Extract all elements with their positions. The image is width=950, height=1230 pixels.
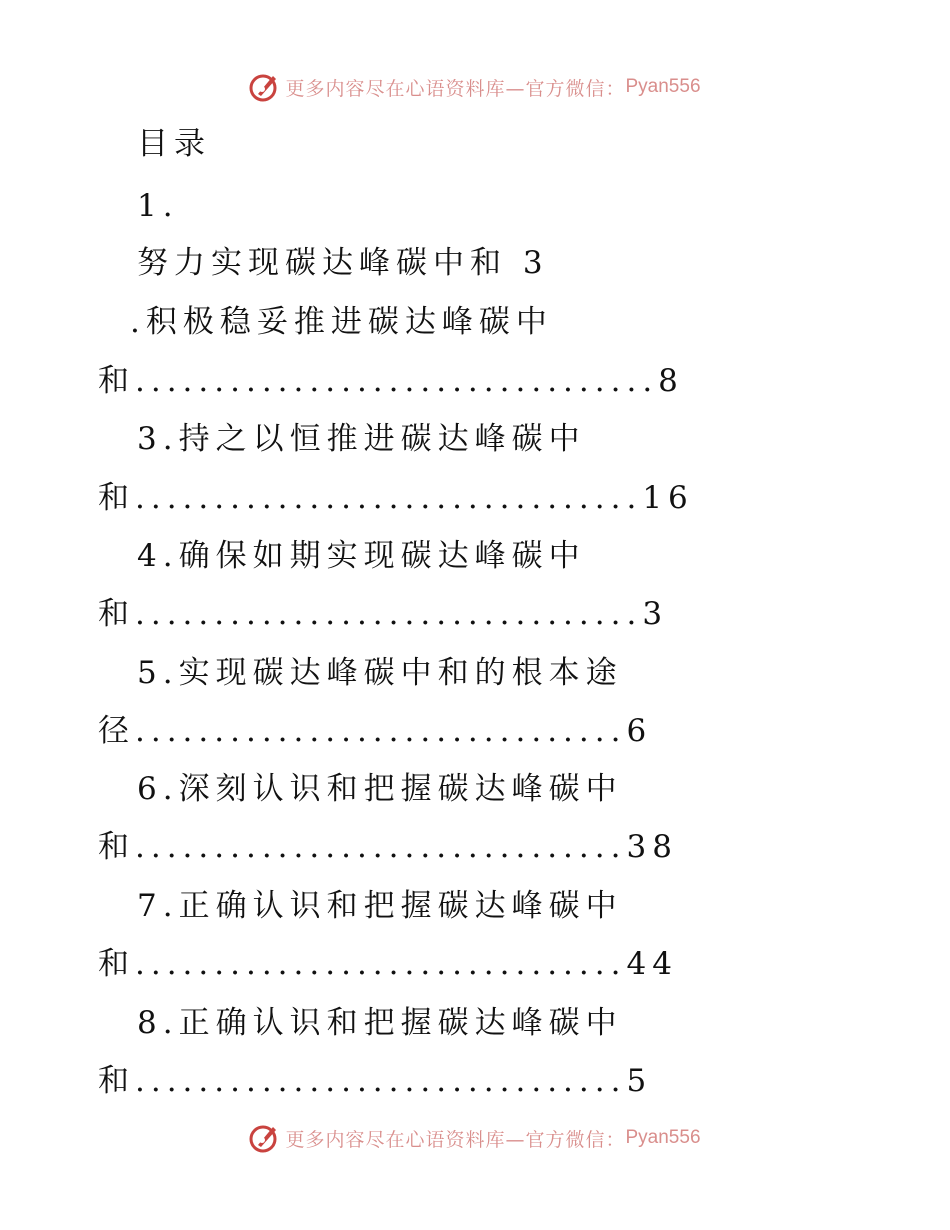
toc-line: 努力实现碳达峰碳中和 3 — [137, 245, 549, 281]
toc-title: 目录 — [137, 126, 211, 162]
toc-line: .积极稳妥推进碳达峰碳中 — [130, 304, 553, 340]
toc-leader-line: 和...............................5 — [98, 1063, 653, 1099]
toc-leader-line: 和...............................44 — [98, 946, 678, 982]
watermark-text: 更多内容尽在心语资料库—官方微信： — [285, 77, 626, 100]
toc-line: 7.正确认识和把握碳达峰碳中 — [137, 888, 623, 924]
toc-line: 3.持之以恒推进碳达峰碳中 — [137, 421, 586, 457]
footer-watermark — [0, 1123, 950, 1153]
toc-leader-line: 和................................16 — [98, 480, 694, 516]
header-watermark — [0, 72, 950, 102]
watermark-text: 更多内容尽在心语资料库—官方微信： — [285, 1128, 626, 1151]
quill-logo-icon — [249, 1123, 279, 1153]
toc-leader-line: 和.................................8 — [98, 363, 684, 399]
toc-line: 5.实现碳达峰碳中和的根本途 — [137, 655, 623, 691]
quill-logo-icon — [249, 72, 279, 102]
toc-leader-line: 和...............................38 — [98, 829, 678, 865]
watermark-wechat-id: Pyan556 — [625, 1127, 701, 1148]
toc-line: 8.正确认识和把握碳达峰碳中 — [137, 1005, 623, 1041]
toc-line: 4.确保如期实现碳达峰碳中 — [137, 538, 586, 574]
toc-line: 6.深刻认识和把握碳达峰碳中 — [137, 771, 623, 807]
toc-line: 1. — [137, 188, 179, 224]
toc-leader-line: 径...............................6 — [98, 713, 653, 749]
watermark-wechat-id: Pyan556 — [625, 76, 701, 97]
toc-leader-line: 和................................3 — [98, 596, 669, 632]
